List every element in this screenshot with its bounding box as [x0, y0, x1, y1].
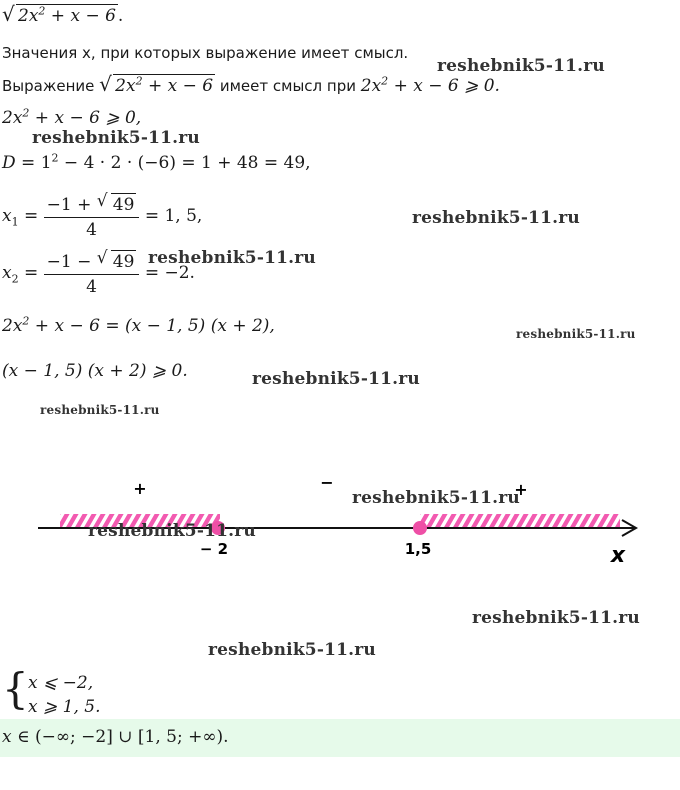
- watermark: reshebnik5-11.ru: [88, 521, 256, 541]
- watermark: reshebnik5-11.ru: [32, 128, 200, 148]
- watermark: reshebnik5-11.ru: [148, 248, 316, 268]
- system-line-2: x ⩾ 1, 5.: [28, 697, 101, 717]
- factorization: $2x^2 + x - 6 = (x - 1$, 5) (x + 2),: [2, 314, 275, 336]
- watermark: reshebnik5-11.ru: [437, 56, 605, 76]
- label-minus-2: − 2: [199, 540, 229, 558]
- watermark: reshebnik5-11.ru: [40, 403, 160, 417]
- system-brace: {: [2, 664, 29, 713]
- watermark: reshebnik5-11.ru: [252, 369, 420, 389]
- answer: x ∈ (−∞; −2] ∪ [1, 5; +∞).: [2, 727, 229, 747]
- watermark: reshebnik5-11.ru: [472, 608, 640, 628]
- sign-right: +: [514, 480, 528, 499]
- watermark: reshebnik5-11.ru: [516, 327, 636, 341]
- hatch-right: [420, 514, 620, 527]
- condition-line: Выражение √ $2x^2 + x - 6$ имеет смысл при $2x^2 + x - 6$ ⩾ 0.: [2, 72, 500, 96]
- system-line-1: x ⩽ −2,: [28, 673, 94, 693]
- axis-label: x: [610, 543, 626, 568]
- root-1: $x_1$ = −1 + √ 49 4 = 1, 5,: [2, 191, 203, 240]
- point-1-5: [413, 521, 427, 535]
- factor-inequality: (x − 1, 5) (x + 2) ⩾ 0.: [2, 361, 188, 381]
- task-expression: √ $2x^2 + x - 6$ .: [2, 2, 124, 26]
- label-1-5: 1,5: [404, 540, 432, 558]
- sign-left: +: [133, 479, 147, 498]
- inequality: $2x^2 + x - 6$ ⩾ 0,: [2, 106, 142, 128]
- number-line: [0, 470, 680, 570]
- domain-text: Значения x, при которых выражение имеет смысл.: [2, 44, 409, 62]
- watermark: reshebnik5-11.ru: [352, 488, 520, 508]
- discriminant: $D = 1^2 - 4 \cdot 2 \cdot (-6) = 1 + 48 = 49$,: [2, 151, 311, 173]
- root-2: $x_2$ = −1 − √ 49 4 = −2.: [2, 248, 195, 297]
- watermark: reshebnik5-11.ru: [208, 640, 376, 660]
- watermark: reshebnik5-11.ru: [412, 208, 580, 228]
- sign-middle: −: [320, 473, 334, 492]
